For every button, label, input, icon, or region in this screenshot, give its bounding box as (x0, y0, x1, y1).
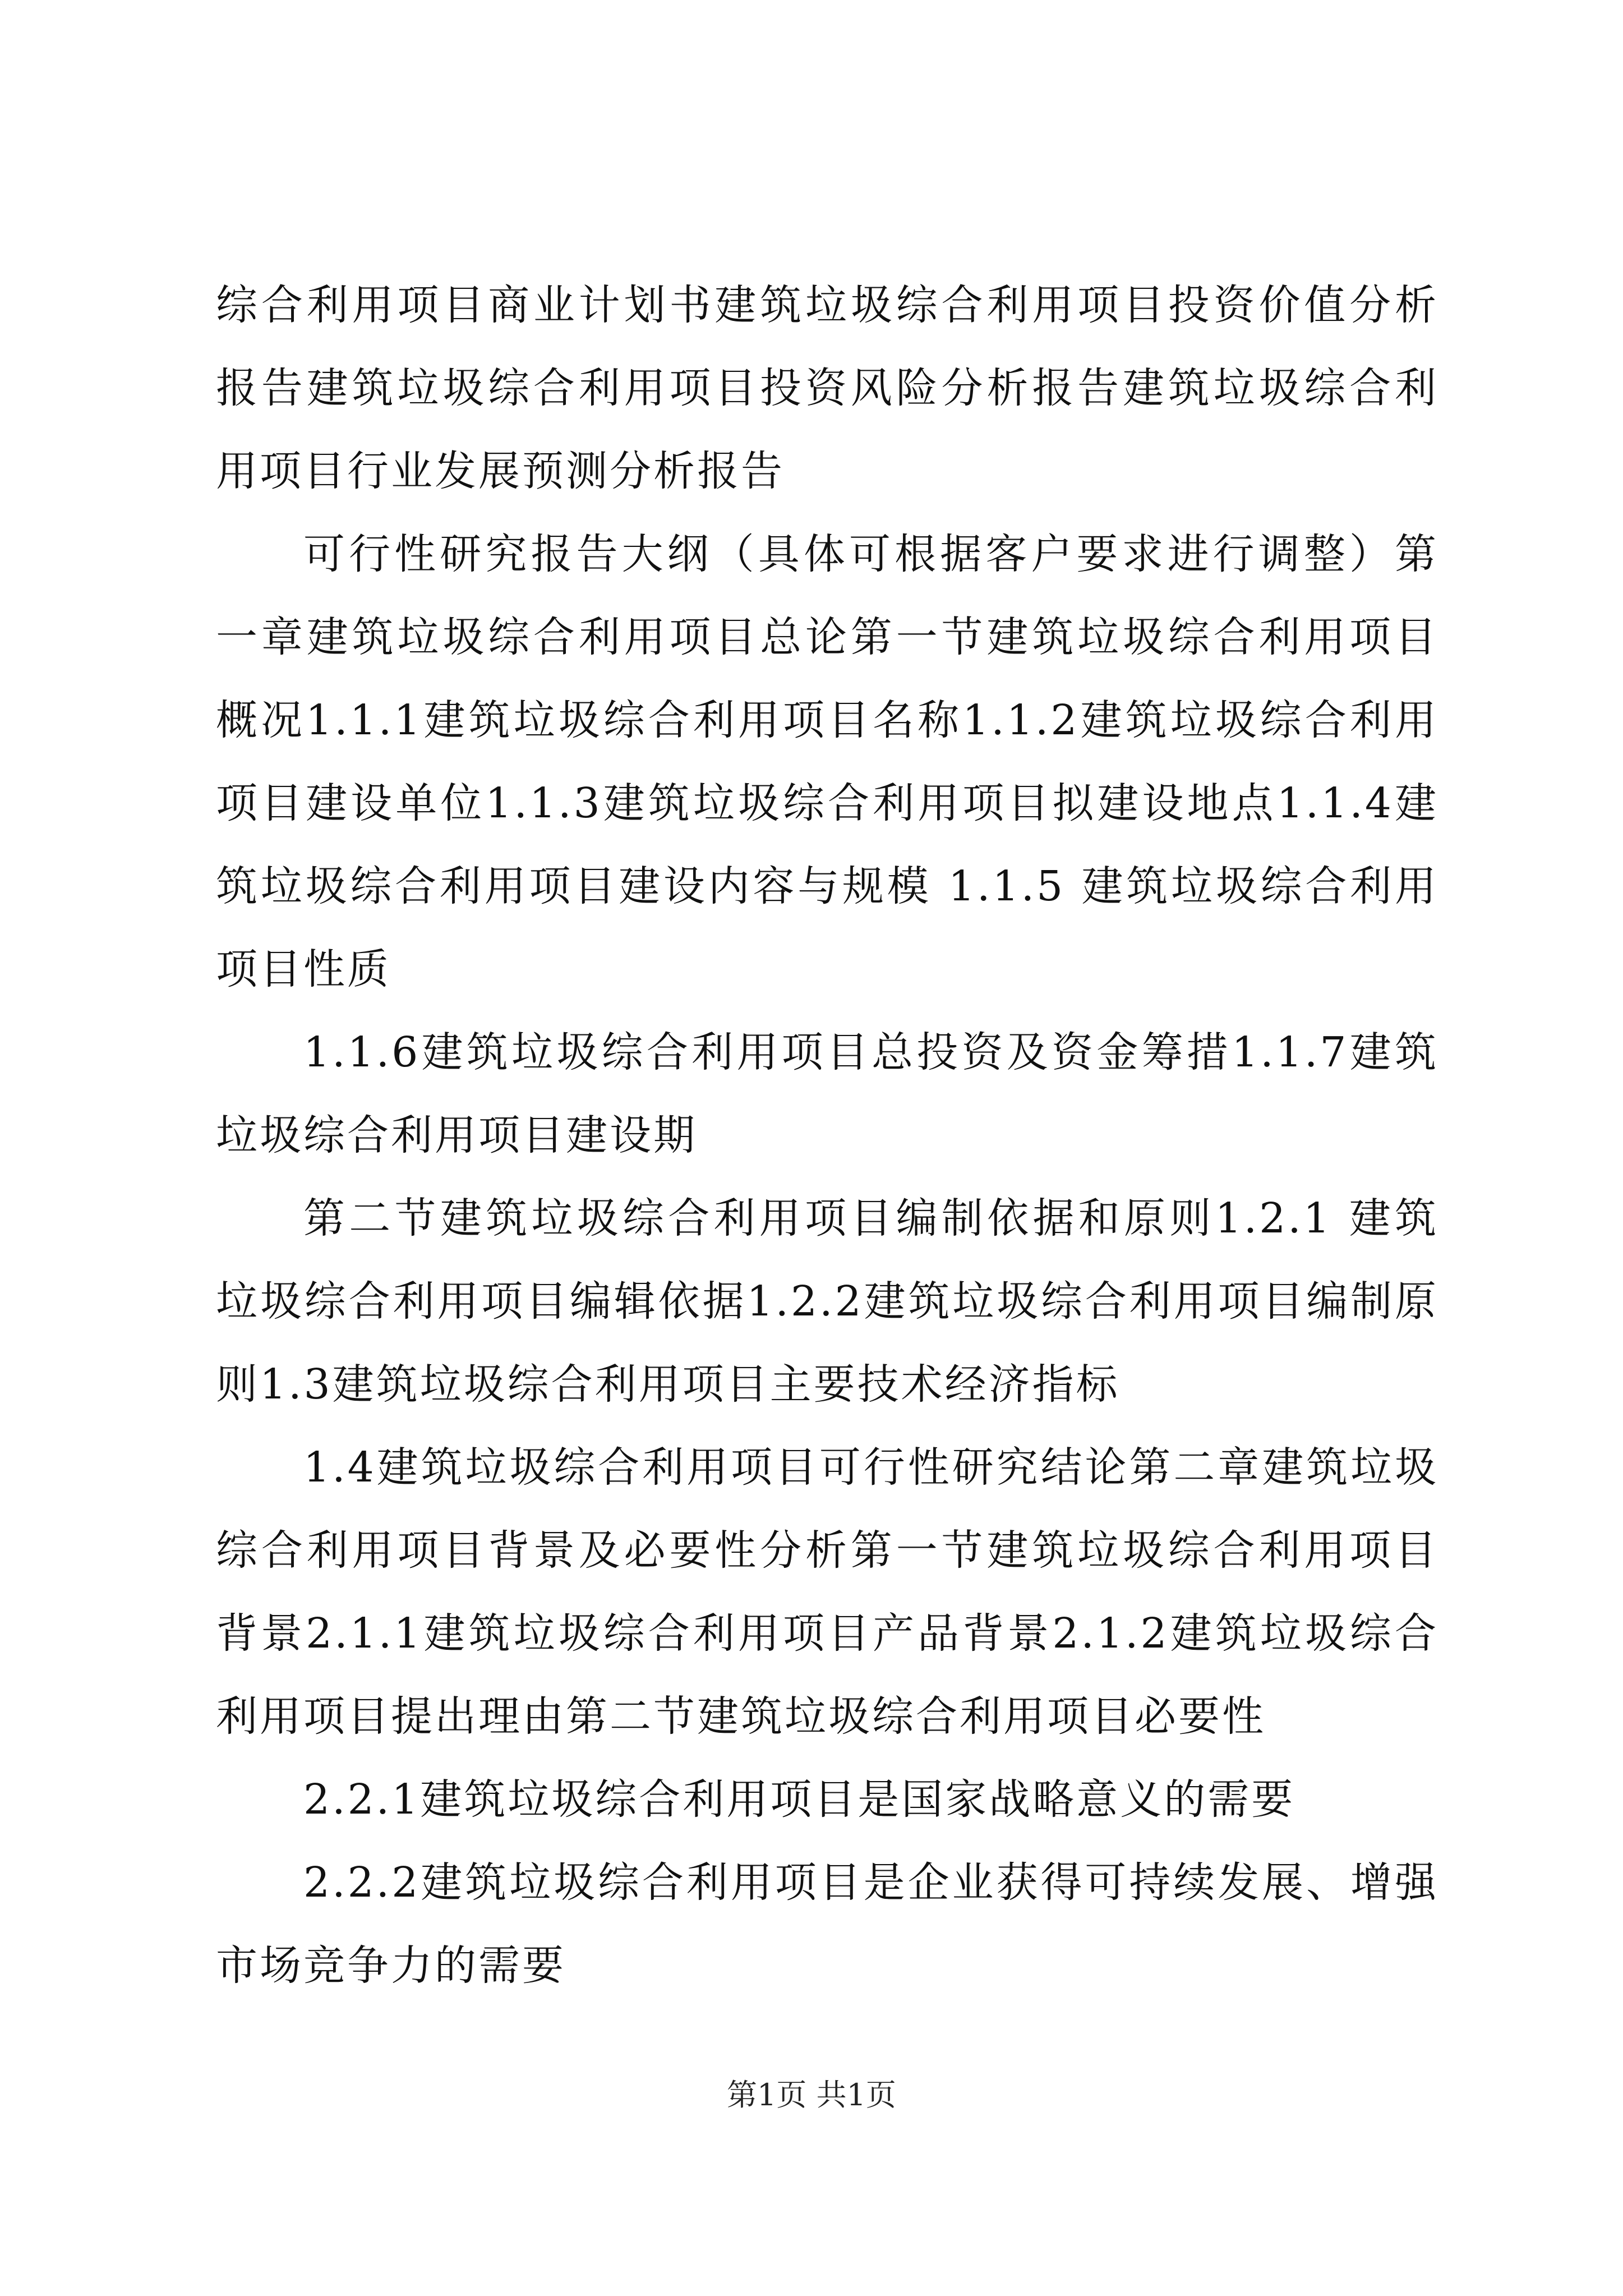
paragraph-section-two: 第二节建筑垃圾综合利用项目编制依据和原则1.2.1 建筑垃圾综合利用项目编辑依据1.2.2建筑垃圾综合利用项目编制原则1.3建筑垃圾综合利用项目主要技术经济指标 (216, 1194, 1438, 1409)
paragraph-conclusion-background: 1.4建筑垃圾综合利用项目可行性研究结论第二章建筑垃圾综合利用项目背景及必要性分析第一节建筑垃圾综合利用项目背景2.1.1建筑垃圾综合利用项目产品背景2.1.2建筑垃圾综合利用项目提出理由第二节建筑垃圾综合利用项目必要性 (216, 1443, 1438, 1741)
document-body (216, 264, 1438, 2007)
paragraph-investment: 1.1.6建筑垃圾综合利用项目总投资及资金筹措1.1.7建筑垃圾综合利用项目建设期 (216, 1028, 1438, 1159)
page-footer: 第1页 共1页 (727, 2077, 896, 2113)
paragraph-continuation: 综合利用项目商业计划书建筑垃圾综合利用项目投资价值分析报告建筑垃圾综合利用项目投资风险分析报告建筑垃圾综合利用项目行业发展预测分析报告 (216, 281, 1438, 495)
paragraph-strategic-need: 2.2.1建筑垃圾综合利用项目是国家战略意义的需要 (303, 1775, 1295, 1824)
paragraph-outline-intro: 可行性研究报告大纲（具体可根据客户要求进行调整）第一章建筑垃圾综合利用项目总论第一节建筑垃圾综合利用项目概况1.1.1建筑垃圾综合利用项目名称1.1.2建筑垃圾综合利用项目建设单位1.1.3建筑垃圾综合利用项目拟建设地点1.1.4建筑垃圾综合利用项目建设内容与规模 1.1.5 建筑垃圾综合利用项目性质 (216, 530, 1438, 993)
paragraph-competitiveness-need: 2.2.2建筑垃圾综合利用项目是企业获得可持续发展、增强市场竞争力的需要 (216, 1858, 1438, 1990)
